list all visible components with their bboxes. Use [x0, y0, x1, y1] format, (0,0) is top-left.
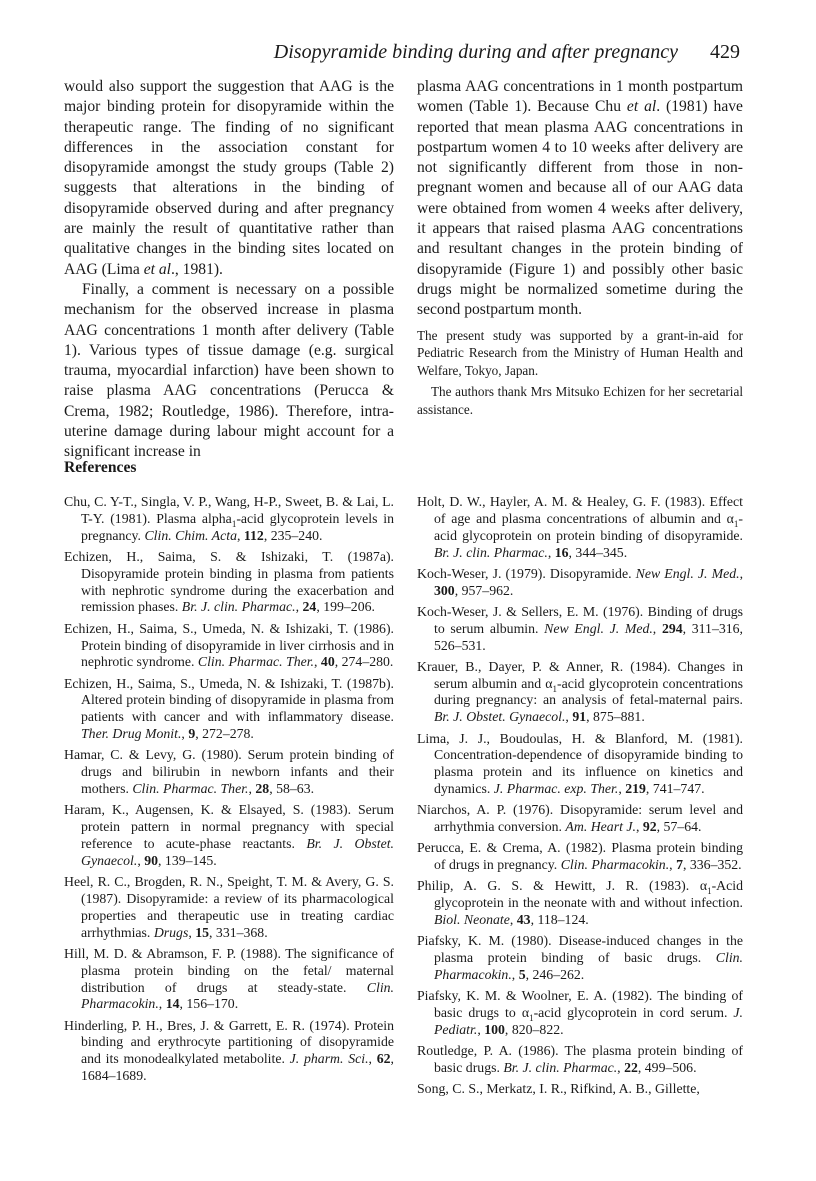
reference-text: Koch-Weser, J. & Sellers, E. M. (1976). Binding of drugs to serum albumin. [417, 603, 743, 636]
reference-separator: , [739, 565, 744, 581]
reference-journal: New Engl. J. Med. [544, 620, 653, 636]
reference-journal: Am. Heart J. [565, 819, 636, 835]
reference-volume: 100 [484, 1021, 505, 1037]
reference-entry [64, 549, 394, 616]
reference-entry [417, 878, 743, 929]
running-title: Disopyramide binding during and after pregnancy [273, 41, 678, 63]
reference-text: Routledge, P. A. (1986). The plasma protein binding of basic drugs. [417, 1043, 743, 1076]
reference-text: Philip, A. G. S. & Hewitt, J. R. (1983). α [417, 878, 708, 894]
paragraph: Finally, a comment is necessary on a possible mechanism for the observed increase in plasma AAG concentrations 1 month after delivery (Table 1). Various types of tissue damage (e.g. surgical trauma, myocardial infarction) have been shown to raise plasma AAG concentrations (Perucca & Crema, 1982; Routledge, 1986). Therefore, intra-uterine damage during labour might account for a significant increase in [64, 280, 394, 461]
reference-journal: Clin. Pharmacokin. [434, 950, 743, 983]
reference-pages: , 741–747. [645, 781, 705, 797]
reference-separator: , [314, 654, 321, 670]
reference-separator: , [565, 709, 573, 725]
reference-separator: , [477, 1021, 485, 1037]
reference-entry [64, 874, 394, 941]
reference-separator: , [652, 620, 662, 636]
reference-pages: , 331–368. [209, 924, 268, 940]
reference-pages: , 118–124. [530, 912, 589, 928]
reference-volume: 7 [676, 857, 683, 873]
reference-text: Niarchos, A. P. (1976). Disopyramide: serum level and arrhythmia conversion. [417, 802, 743, 835]
references-column-left [64, 494, 394, 1089]
reference-journal: Br. J. clin. Pharmac. [181, 599, 296, 615]
reference-subscript: 1 [707, 886, 712, 897]
reference-journal: Br. J. clin. Pharmac. [503, 1060, 618, 1076]
acknowledgements [417, 327, 743, 422]
reference-separator: , [509, 912, 517, 928]
references-column-right [417, 494, 743, 1103]
reference-pages: , 311–316, 526–531. [434, 620, 743, 653]
reference-pages: , 499–506. [637, 1060, 697, 1076]
reference-journal: Drugs [153, 924, 189, 940]
reference-journal: Ther. Drug Monit. [81, 726, 182, 742]
reference-volume: 40 [320, 654, 335, 670]
reference-text: Echizen, H., Saima, S., Umeda, N. & Ishizaki, T. (1987b). Altered protein binding of disopyramide in plasma from patients with cancer and with inflammatory disease. [64, 675, 394, 725]
reference-entry [417, 840, 743, 874]
reference-subscript: 1 [231, 518, 237, 529]
body-column-right [417, 77, 743, 321]
reference-volume: 300 [434, 582, 455, 598]
reference-text: Haram, K., Augensen, K. & Elsayed, S. (1983). Serum protein pattern in normal pregnancy with special reference to acute-phase reactants. [64, 802, 394, 851]
reference-journal: Biol. Neonate [434, 912, 510, 928]
reference-pages: , 57–64. [656, 819, 702, 835]
reference-pages: , 336–352. [682, 857, 742, 873]
acknowledgement-funding: The present study was supported by a grant-in-aid for Pediatric Research from the Ministry of Human Health and Welfare, Tokyo, Japan. [417, 328, 743, 378]
reference-journal: Clin. Pharmacokin. [560, 857, 670, 873]
reference-journal: Br. J. Obstet. Gynaecol. [434, 709, 566, 725]
paragraph: plasma AAG concentrations in 1 month postpartum women (Table 1). Because Chu et al. (1981) have reported that mean plasma AAG concentrations in postpartum women 4 to 10 weeks after delivery are not significantly different from those in non-pregnant women and because all of our AAG data were obtained from women 4 weeks after delivery, it appears that raised plasma AAG concentrations and resultant changes in the protein binding of disopyramide (Figure 1) and possibly other basic drugs might be normalized sometime during the second postpartum month. [417, 78, 743, 319]
reference-text: -acid glycoprotein concentrations during pregnancy: an analysis of fetal-maternal pairs. [434, 675, 744, 708]
reference-pages: , 139–145. [158, 852, 217, 868]
reference-entry [417, 988, 743, 1039]
reference-entry [417, 933, 743, 984]
reference-volume: 92 [642, 819, 657, 835]
reference-pages: , 875–881. [586, 709, 645, 725]
reference-text: Koch-Weser, J. (1979). Disopyramide. [417, 565, 636, 581]
reference-volume: 5 [518, 967, 526, 983]
reference-text: Hill, M. D. & Abramson, F. P. (1988). The significance of plasma protein binding on the fetal/ maternal distribution of drugs at steady-state. [64, 945, 394, 995]
reference-text: Chu, C. Y-T., Singla, V. P., Wang, H-P., Sweet, B. & Lai, L. T-Y. (1981). Plasma alpha [64, 494, 394, 526]
reference-journal: Br. J. clin. Pharmac. [434, 544, 548, 560]
reference-entry [417, 659, 743, 726]
reference-pages: , 235–240. [263, 527, 323, 543]
reference-separator: , [137, 852, 145, 868]
page-number: 429 [710, 41, 740, 63]
reference-journal: Clin. Pharmac. Ther. [132, 781, 249, 797]
reference-text: Echizen, H., Saima, S. & Ishizaki, T. (1987a). Disopyramide protein binding in plasma from patients with nephrotic syndrome during the exacerbation and remission phases. [64, 548, 394, 615]
reference-journal: Br. J. Obstet. Gynaecol. [81, 835, 394, 868]
reference-entry [64, 946, 394, 1013]
reference-entry [64, 802, 394, 869]
reference-text: -acid glycoprotein levels in pregnancy. [81, 510, 394, 543]
reference-text: Echizen, H., Saima, S., Umeda, N. & Ishizaki, T. (1986). Protein binding of disopyramide in liver cirrhosis and in nephrotic syndrome. [64, 620, 394, 670]
reference-text: Perucca, E. & Crema, A. (1982). Plasma protein binding of drugs in pregnancy. [417, 840, 743, 873]
reference-volume: 294 [661, 620, 683, 636]
reference-separator: , [295, 599, 303, 615]
reference-subscript: 1 [529, 1012, 534, 1023]
running-head [273, 41, 740, 67]
reference-pages: , 344–345. [568, 544, 628, 560]
reference-separator: , [368, 1051, 377, 1067]
reference-volume: 62 [376, 1051, 391, 1067]
reference-text: Krauer, B., Dayer, P. & Anner, R. (1984). Changes in serum albumin and α [417, 658, 743, 691]
reference-volume: 219 [625, 781, 646, 797]
reference-separator: , [618, 781, 626, 797]
reference-journal: J. pharm. Sci. [289, 1051, 369, 1067]
acknowledgement-thanks: The authors thank Mrs Mitsuko Echizen for her secretarial assistance. [417, 384, 743, 417]
reference-volume: 15 [195, 924, 210, 940]
reference-separator: , [248, 781, 256, 797]
reference-journal: New Engl. J. Med. [635, 565, 740, 581]
reference-volume: 24 [302, 599, 317, 615]
reference-text: Hamar, C. & Levy, G. (1980). Serum protein binding of drugs and bilirubin in newborn infants and their mothers. [64, 747, 394, 797]
reference-pages: , 246–262. [525, 967, 585, 983]
reference-journal: Clin. Pharmacokin. [81, 979, 394, 1012]
reference-separator: , [181, 726, 189, 742]
reference-text: Piafsky, K. M. (1980). Disease-induced changes in the plasma protein binding of basic drugs. [417, 933, 743, 966]
reference-pages: , 957–962. [454, 582, 514, 598]
reference-entry [417, 731, 743, 798]
reference-volume: 112 [243, 527, 264, 543]
references-heading: References [64, 459, 137, 476]
reference-separator: , [635, 819, 643, 835]
reference-volume: 91 [572, 709, 587, 725]
reference-text: Heel, R. C., Brogden, R. N., Speight, T. M. & Avery, G. S. (1987). Disopyramide: a review of its pharmacological properties and therapeutic use in treating cardiac arrhythmias. [64, 874, 394, 940]
paragraph: would also support the suggestion that AAG is the major binding protein for disopyramide within the therapeutic range. The finding of no significant differences in the association constant for disopyramide amongst the study groups (Table 2) suggests that alterations in the binding of disopyramide observed during and after pregnancy are mainly the result of quantitative rather than qualitative changes in the binding sites located on AAG (Lima et al., 1981). [64, 78, 394, 278]
reference-entry [417, 604, 743, 655]
reference-volume: 9 [188, 726, 196, 742]
reference-pages: , 820–822. [504, 1021, 564, 1037]
reference-volume: 43 [516, 912, 531, 928]
reference-separator: , [669, 857, 677, 873]
reference-volume: 16 [554, 544, 569, 560]
reference-entry [417, 566, 743, 600]
reference-journal: J. Pharmac. exp. Ther. [493, 781, 619, 797]
reference-pages: , 274–280. [334, 654, 394, 670]
reference-text: -Acid glycoprotein in the neonate with and without infection. [434, 878, 743, 911]
reference-entry [417, 802, 743, 836]
reference-volume: 14 [165, 996, 180, 1012]
reference-text: Holt, D. W., Hayler, A. M. & Healey, G. F. (1983). Effect of age and plasma concentrations of albumin and α [417, 494, 743, 526]
reference-text: Piafsky, K. M. & Woolner, E. A. (1982). The binding of basic drugs to α [417, 988, 743, 1021]
reference-text: -acid glycoprotein on protein binding of disopyramide. [434, 510, 743, 543]
reference-separator: , [236, 527, 244, 543]
reference-entry [64, 676, 394, 743]
reference-text: Song, C. S., Merkatz, I. R., Rifkind, A. B., Gillette, [417, 1081, 700, 1097]
reference-separator: , [511, 967, 519, 983]
reference-text: -acid glycoprotein in cord serum. [533, 1005, 734, 1021]
reference-entry [64, 494, 394, 545]
reference-journal: Clin. Pharmac. Ther. [197, 654, 315, 670]
reference-entry [417, 1081, 743, 1098]
reference-entry [64, 1018, 394, 1085]
reference-journal: J. Pediatr. [434, 1005, 743, 1037]
reference-pages: , 199–206. [316, 599, 375, 615]
reference-entry [417, 494, 743, 561]
reference-journal: Clin. Chim. Acta [144, 527, 237, 543]
reference-pages: , 272–278. [195, 726, 254, 742]
reference-subscript: 1 [552, 683, 557, 694]
reference-subscript: 1 [733, 518, 739, 529]
reference-volume: 90 [144, 852, 159, 868]
reference-separator: , [158, 996, 166, 1012]
reference-volume: 28 [255, 781, 270, 797]
reference-separator: , [188, 924, 196, 940]
reference-pages: , 1684–1689. [81, 1051, 394, 1084]
reference-entry [417, 1043, 743, 1077]
reference-text: Hinderling, P. H., Bres, J. & Garrett, E. R. (1974). Protein binding and erythrocyte partitioning of disopyramide and its monodealkylated metabolite. [64, 1017, 394, 1067]
body-column-left [64, 77, 394, 463]
reference-separator: , [617, 1060, 625, 1076]
reference-entry [64, 621, 394, 672]
reference-pages: , 156–170. [179, 996, 239, 1012]
reference-separator: , [547, 544, 555, 560]
reference-pages: , 58–63. [269, 781, 315, 797]
reference-entry [64, 747, 394, 798]
reference-text: Lima, J. J., Boudoulas, H. & Blanford, M. (1981). Concentration-dependence of disopyramide binding to plasma protein and its influence on kinetics and dynamics. [417, 730, 743, 797]
reference-volume: 22 [624, 1060, 638, 1076]
